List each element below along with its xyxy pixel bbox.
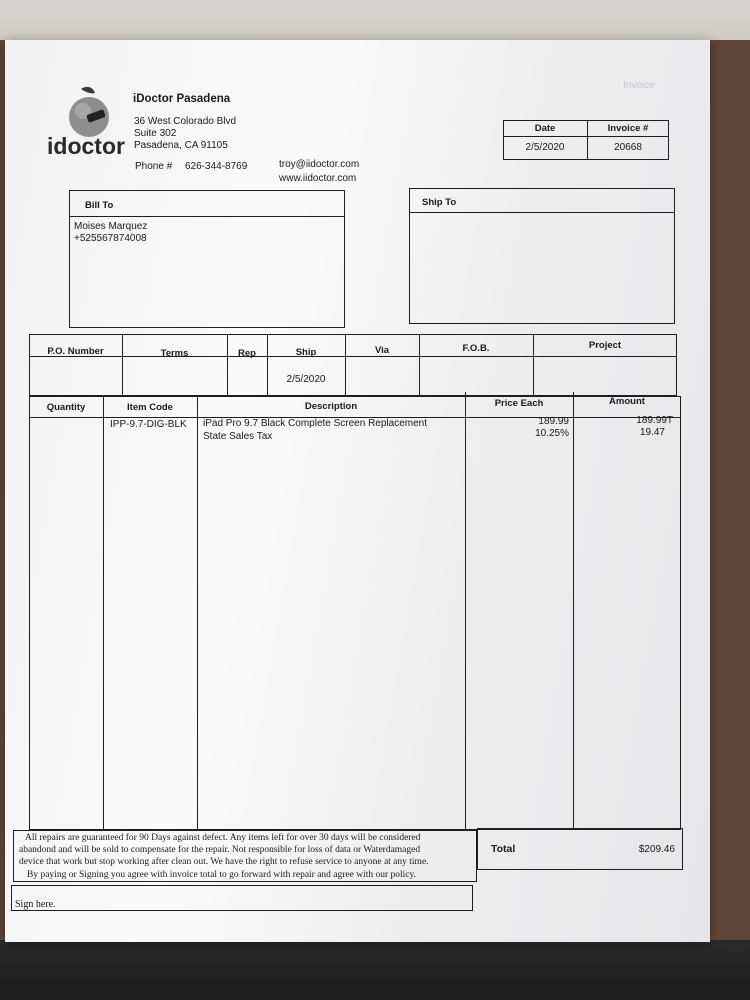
company-address-line3: Pasadena, CA 91105 (134, 140, 228, 151)
company-address-line2: Suite 302 (134, 128, 177, 139)
company-address-line1: 36 West Colorado Blvd (134, 116, 237, 127)
header-quantity: Quantity (46, 402, 86, 413)
items-col-divider-1 (103, 396, 104, 830)
table-row-1-price-each: 189.99 (538, 416, 569, 427)
company-phone: 626-344-8769 (185, 161, 248, 172)
table-row-2-amount: 19.47 (639, 427, 665, 438)
date-label: Date (534, 123, 556, 134)
order-col-divider-3 (267, 334, 268, 396)
po-number-label: P.O. Number (47, 346, 104, 357)
invoice-number-label: Invoice # (607, 123, 649, 134)
table-row-2-description: State Sales Tax (203, 431, 273, 442)
bill-to-phone: +525567874008 (74, 233, 147, 244)
faint-invoice-title: Invoice (623, 80, 655, 91)
header-description: Description (304, 401, 358, 412)
rep-label: Rep (238, 348, 256, 359)
sign-here-label: Sign here. (15, 899, 56, 910)
meta-divider-h (503, 136, 669, 137)
table-row-1-amount: 189.99T (636, 415, 673, 426)
invoice-date: 2/5/2020 (525, 142, 565, 153)
company-website: www.iidoctor.com (279, 173, 357, 184)
policy-line-1: All repairs are guaranteed for 90 Days against defect. Any items left for over 30 days will be considered (25, 833, 421, 843)
header-price-each: Price Each (494, 398, 544, 409)
items-col-divider-3 (465, 392, 466, 830)
via-label: Via (374, 345, 390, 356)
bill-to-name: Moises Marquez (74, 221, 148, 232)
company-logo (47, 85, 137, 160)
header-amount: Amount (609, 396, 645, 407)
logo-wordmark: idoctor (47, 133, 125, 159)
order-col-divider-4 (345, 334, 346, 396)
terms-label: Terms (160, 348, 189, 359)
company-email: troy@iidoctor.com (279, 159, 360, 170)
table-row-1-description: iPad Pro 9.7 Black Complete Screen Replacement (203, 418, 428, 429)
invoice-paper (5, 40, 710, 942)
policy-line-2: abandond and will be sold to compensate for the repair. Not responsible for loss of data or Waterdamaged (19, 845, 421, 855)
ship-label: Ship (295, 347, 317, 358)
policy-line-4: By paying or Signing you agree with invoice total to go forward with repair and agree with our policy. (27, 870, 417, 880)
floor-background (0, 940, 750, 1000)
bill-to-divider (69, 216, 345, 217)
items-col-divider-4 (573, 392, 574, 830)
total-amount: $209.46 (638, 844, 675, 855)
total-label: Total (491, 843, 516, 855)
fob-label: F.O.B. (462, 343, 490, 354)
ship-to-label: Ship To (422, 197, 457, 208)
table-row-1-item-code: IPP-9.7-DIG-BLK (110, 419, 187, 430)
items-table (29, 396, 681, 830)
policy-line-3: device that work but stop working after clean out. We have the right to refuse service to anyone at any time. (19, 857, 429, 867)
header-item-code: Item Code (127, 402, 173, 413)
items-col-divider-2 (197, 396, 198, 830)
ship-date: 2/5/2020 (286, 374, 326, 385)
order-col-divider-2 (227, 334, 228, 396)
project-label: Project (588, 340, 622, 351)
company-name: iDoctor Pasadena (133, 93, 231, 105)
ship-to-divider (409, 212, 675, 213)
order-col-divider-1 (122, 334, 123, 396)
table-row-2-price-each: 10.25% (535, 428, 569, 439)
bill-to-label: Bill To (85, 200, 114, 211)
signature-box (11, 885, 473, 911)
phone-label: Phone # (135, 161, 173, 172)
invoice-number: 20668 (614, 142, 642, 153)
